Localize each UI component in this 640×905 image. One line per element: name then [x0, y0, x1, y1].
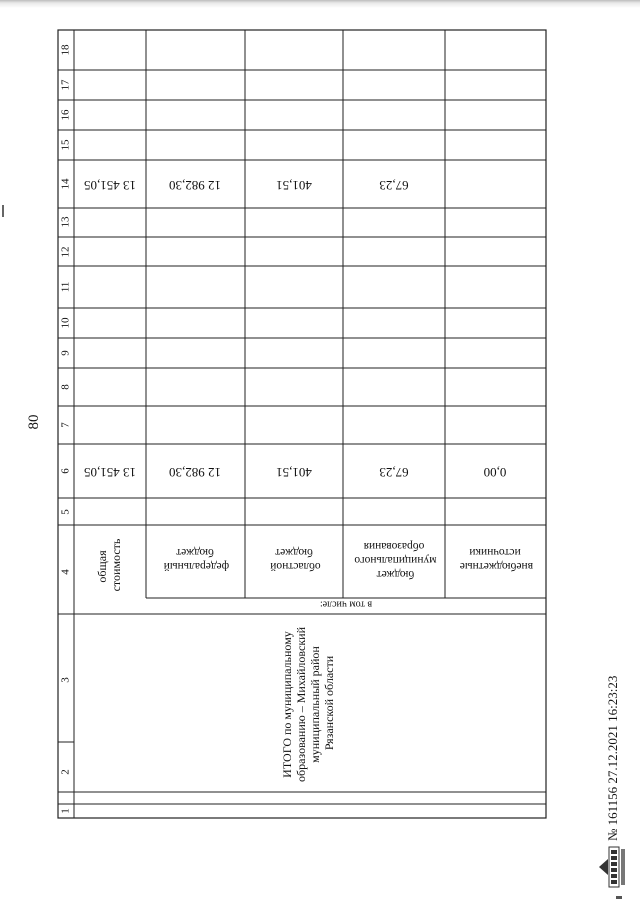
column-number-17: 17 [59, 79, 72, 91]
total-col6-value: 13 451,05 [84, 465, 136, 481]
municipal-label-line-3: образования [363, 540, 425, 552]
column-number-16: 16 [59, 109, 72, 121]
column-number-4: 4 [59, 569, 72, 575]
entity-line-2: образованию – Михайловский [294, 626, 308, 783]
column-number-8: 8 [59, 384, 72, 390]
column-number-1: 1 [59, 808, 72, 814]
regional-col6-value: 401,51 [276, 465, 312, 481]
column-number-10: 10 [59, 317, 72, 329]
column-number-6: 6 [59, 468, 72, 474]
column-number-3: 3 [59, 677, 72, 683]
column-number-13: 13 [59, 216, 72, 228]
entity-line-4: Рязанской области [322, 655, 336, 751]
column-number-15: 15 [59, 139, 72, 151]
column-number-labels [58, 44, 74, 814]
regional-label-line-1: областной [270, 560, 321, 572]
column-number-5: 5 [59, 509, 72, 515]
including-label: в том числе: [319, 598, 373, 610]
entity-label [280, 624, 336, 782]
row-labels [95, 538, 533, 591]
total-label-line-1: общая [95, 550, 109, 583]
extrabudget-label-line-2: источники [469, 546, 521, 558]
total-label [95, 538, 123, 591]
registration-stamp-text: № 161156 27.12.2021 16:23:23 [605, 675, 620, 841]
regional-col14-value: 401,51 [276, 178, 312, 194]
column-number-14: 14 [59, 178, 72, 190]
federal-label [161, 546, 229, 572]
total-col14-value: 13 451,05 [84, 178, 136, 194]
regional-label-line-2: бюджет [275, 546, 313, 558]
extrabudget-label-line-1: внебюджетные [459, 560, 534, 572]
column-number-9: 9 [59, 350, 72, 356]
extrabudget-label [457, 546, 533, 572]
municipal-col14-value: 67,23 [379, 178, 409, 194]
municipal-label [352, 540, 437, 580]
corner-mark [616, 896, 622, 899]
municipal-col6-value: 67,23 [379, 465, 409, 481]
entity-line-3: муниципальный район [308, 646, 322, 763]
extrabudget-col6-value: 0,00 [483, 465, 507, 481]
municipal-label-line-1: бюджет [376, 568, 415, 580]
regional-label [267, 546, 320, 572]
municipal-label-line-2: муниципального [354, 554, 437, 566]
federal-col6-value: 12 982,30 [169, 465, 221, 481]
column-number-18: 18 [59, 44, 72, 56]
cell-values [84, 178, 506, 480]
column-number-11: 11 [59, 281, 72, 293]
system-logo-icon [595, 845, 629, 889]
federal-label-line-1: федеральный [163, 560, 230, 572]
column-number-12: 12 [59, 246, 72, 258]
federal-col14-value: 12 982,30 [169, 178, 221, 194]
federal-label-line-2: бюджет [176, 546, 214, 558]
column-number-2: 2 [59, 769, 72, 775]
column-number-7: 7 [59, 422, 72, 428]
total-label-line-2: стоимость [109, 538, 123, 592]
page-number: 80 [26, 414, 42, 430]
entity-line-1: ИТОГО по муниципальному [280, 631, 294, 778]
